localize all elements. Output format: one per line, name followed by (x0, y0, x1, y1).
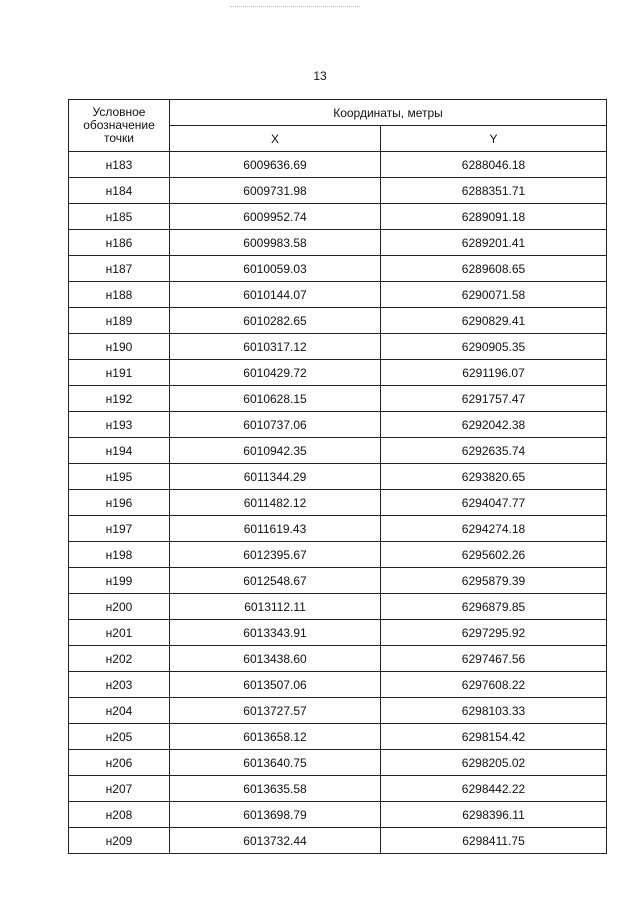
point-cell: н197 (69, 516, 170, 542)
y-coordinate-cell: 6291757.47 (381, 386, 607, 412)
header-coordinates: Координаты, метры (170, 100, 607, 126)
y-coordinate-cell: 6293820.65 (381, 464, 607, 490)
y-coordinate-cell: 6298411.75 (381, 828, 607, 854)
table-row (69, 750, 607, 776)
y-coordinate-cell: 6288046.18 (381, 152, 607, 178)
point-cell: н184 (69, 178, 170, 204)
y-coordinate-cell: 6297467.56 (381, 646, 607, 672)
x-coordinate-cell: 6013343.91 (170, 620, 381, 646)
x-coordinate-cell: 6012548.67 (170, 568, 381, 594)
table-row (69, 308, 607, 334)
x-coordinate-cell: 6009636.69 (170, 152, 381, 178)
x-coordinate-cell: 6010942.35 (170, 438, 381, 464)
table-row (69, 178, 607, 204)
y-coordinate-cell: 6297295.92 (381, 620, 607, 646)
header-x: X (170, 126, 381, 152)
x-coordinate-cell: 6013732.44 (170, 828, 381, 854)
point-cell: н192 (69, 386, 170, 412)
x-coordinate-cell: 6013640.75 (170, 750, 381, 776)
table-row (69, 256, 607, 282)
x-coordinate-cell: 6010628.15 (170, 386, 381, 412)
y-coordinate-cell: 6298205.02 (381, 750, 607, 776)
point-cell: н208 (69, 802, 170, 828)
table-row (69, 204, 607, 230)
scan-artifact (230, 6, 360, 8)
point-cell: н190 (69, 334, 170, 360)
y-coordinate-cell: 6295879.39 (381, 568, 607, 594)
table-row (69, 672, 607, 698)
coordinates-table (68, 99, 607, 854)
y-coordinate-cell: 6298154.42 (381, 724, 607, 750)
y-coordinate-cell: 6298396.11 (381, 802, 607, 828)
y-coordinate-cell: 6292635.74 (381, 438, 607, 464)
x-coordinate-cell: 6013507.06 (170, 672, 381, 698)
point-cell: н186 (69, 230, 170, 256)
table-row (69, 776, 607, 802)
y-coordinate-cell: 6297608.22 (381, 672, 607, 698)
x-coordinate-cell: 6010282.65 (170, 308, 381, 334)
table-row (69, 230, 607, 256)
x-coordinate-cell: 6011619.43 (170, 516, 381, 542)
y-coordinate-cell: 6298442.22 (381, 776, 607, 802)
point-cell: н200 (69, 594, 170, 620)
point-cell: н209 (69, 828, 170, 854)
y-coordinate-cell: 6289201.41 (381, 230, 607, 256)
table-row (69, 698, 607, 724)
x-coordinate-cell: 6010144.07 (170, 282, 381, 308)
point-cell: н207 (69, 776, 170, 802)
y-coordinate-cell: 6290905.35 (381, 334, 607, 360)
x-coordinate-cell: 6013112.11 (170, 594, 381, 620)
point-cell: н199 (69, 568, 170, 594)
x-coordinate-cell: 6009731.98 (170, 178, 381, 204)
y-coordinate-cell: 6298103.33 (381, 698, 607, 724)
x-coordinate-cell: 6010317.12 (170, 334, 381, 360)
table-body (69, 152, 607, 854)
table-row (69, 620, 607, 646)
y-coordinate-cell: 6294047.77 (381, 490, 607, 516)
header-point-designation: Условное обозначение точки (69, 100, 170, 152)
y-coordinate-cell: 6292042.38 (381, 412, 607, 438)
table-row (69, 568, 607, 594)
point-cell: н201 (69, 620, 170, 646)
table-row (69, 516, 607, 542)
x-coordinate-cell: 6013727.57 (170, 698, 381, 724)
y-coordinate-cell: 6295602.26 (381, 542, 607, 568)
point-cell: н198 (69, 542, 170, 568)
y-coordinate-cell: 6289608.65 (381, 256, 607, 282)
x-coordinate-cell: 6013438.60 (170, 646, 381, 672)
page-number: 13 (313, 69, 327, 83)
x-coordinate-cell: 6013635.58 (170, 776, 381, 802)
table-row (69, 802, 607, 828)
y-coordinate-cell: 6288351.71 (381, 178, 607, 204)
table-row (69, 594, 607, 620)
point-cell: н183 (69, 152, 170, 178)
point-cell: н185 (69, 204, 170, 230)
point-cell: н205 (69, 724, 170, 750)
x-coordinate-cell: 6011482.12 (170, 490, 381, 516)
table-row (69, 386, 607, 412)
x-coordinate-cell: 6009952.74 (170, 204, 381, 230)
table-row (69, 646, 607, 672)
point-cell: н188 (69, 282, 170, 308)
y-coordinate-cell: 6296879.85 (381, 594, 607, 620)
table-row (69, 334, 607, 360)
y-coordinate-cell: 6290071.58 (381, 282, 607, 308)
y-coordinate-cell: 6289091.18 (381, 204, 607, 230)
table-row (69, 438, 607, 464)
x-coordinate-cell: 6010059.03 (170, 256, 381, 282)
x-coordinate-cell: 6012395.67 (170, 542, 381, 568)
table-row (69, 412, 607, 438)
table-row (69, 152, 607, 178)
point-cell: н194 (69, 438, 170, 464)
x-coordinate-cell: 6011344.29 (170, 464, 381, 490)
x-coordinate-cell: 6013698.79 (170, 802, 381, 828)
y-coordinate-cell: 6290829.41 (381, 308, 607, 334)
x-coordinate-cell: 6009983.58 (170, 230, 381, 256)
table-row (69, 282, 607, 308)
x-coordinate-cell: 6010429.72 (170, 360, 381, 386)
point-cell: н203 (69, 672, 170, 698)
x-coordinate-cell: 6010737.06 (170, 412, 381, 438)
x-coordinate-cell: 6013658.12 (170, 724, 381, 750)
y-coordinate-cell: 6291196.07 (381, 360, 607, 386)
table-row (69, 360, 607, 386)
point-cell: н193 (69, 412, 170, 438)
point-cell: н191 (69, 360, 170, 386)
point-cell: н204 (69, 698, 170, 724)
point-cell: н202 (69, 646, 170, 672)
point-cell: н195 (69, 464, 170, 490)
table-row (69, 490, 607, 516)
point-cell: н189 (69, 308, 170, 334)
table-row (69, 464, 607, 490)
y-coordinate-cell: 6294274.18 (381, 516, 607, 542)
table-row (69, 724, 607, 750)
point-cell: н187 (69, 256, 170, 282)
table-row (69, 828, 607, 854)
header-y: Y (381, 126, 607, 152)
point-cell: н196 (69, 490, 170, 516)
point-cell: н206 (69, 750, 170, 776)
table-row (69, 542, 607, 568)
